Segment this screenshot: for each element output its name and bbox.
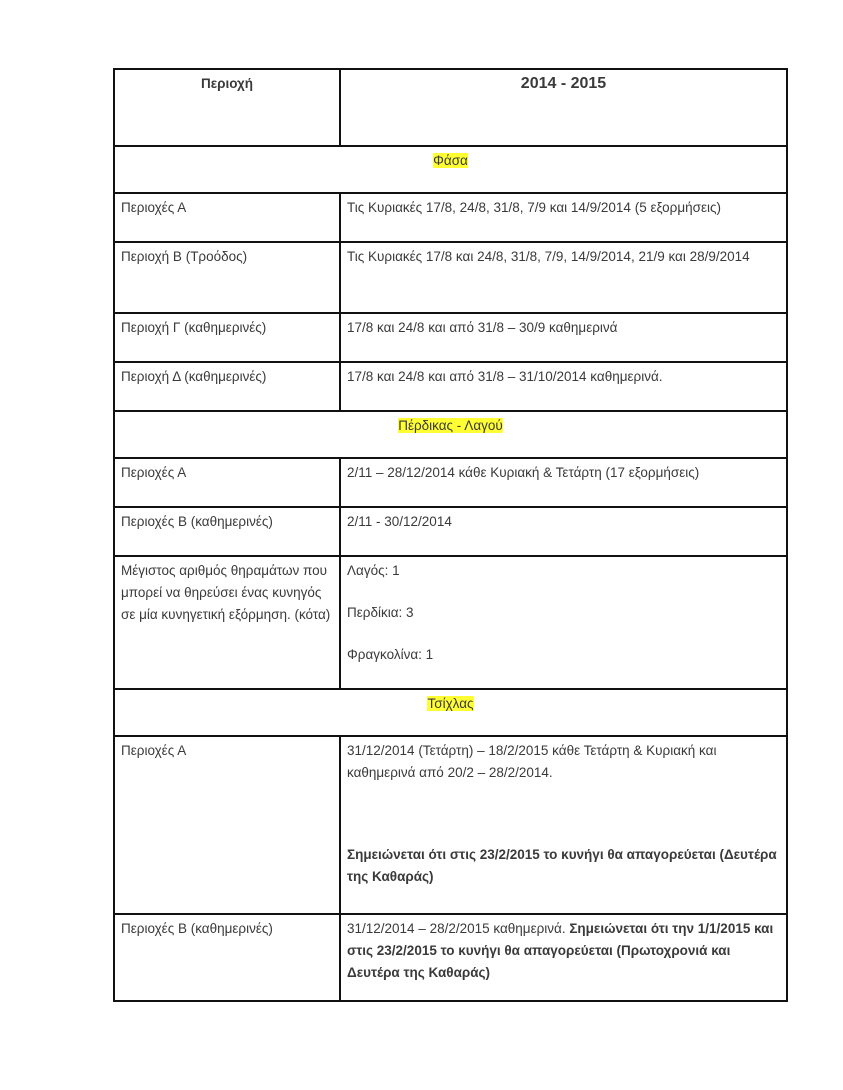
area-cell: Περιοχές Α — [114, 736, 340, 914]
hunting-schedule-table — [113, 68, 788, 1002]
bag-limit-partridge: Περδίκια: 3 — [347, 605, 414, 620]
header-season: 2014 - 2015 — [340, 69, 787, 146]
table-row — [114, 736, 787, 914]
period-text: 31/12/2014 (Τετάρτη) – 18/2/2015 κάθε Τετάρτη & Κυριακή και καθημερινά από 20/2 – 28/2/2014. — [347, 743, 717, 780]
section-title-fasa: Φάσα — [433, 153, 468, 168]
period-cell — [340, 736, 787, 914]
table-row — [114, 556, 787, 689]
area-cell: Περιοχές Α — [114, 193, 340, 242]
period-note: Σημειώνεται ότι στις 23/2/2015 το κυνήγι θα απαγορεύεται (Δευτέρα της Καθαράς) — [347, 847, 777, 884]
period-cell: Τις Κυριακές 17/8 και 24/8, 31/8, 7/9, 14/9/2014, 21/9 και 28/9/2014 — [340, 242, 787, 313]
period-text: 31/12/2014 – 28/2/2015 καθημερινά. — [347, 921, 570, 936]
period-note: Σημειώνεται ότι την 1/1/2015 και στις 23/2/2015 το κυνήγι θα απαγορεύεται (Πρωτοχρονιά και Δευτέρα της Καθαράς) — [347, 921, 774, 980]
bag-limit-francolin: Φραγκολίνα: 1 — [347, 647, 434, 662]
period-cell: 17/8 και 24/8 και από 31/8 – 31/10/2014 καθημερινά. — [340, 362, 787, 411]
table-row — [114, 362, 787, 411]
area-cell: Περιοχές Α — [114, 458, 340, 507]
period-cell: 2/11 - 30/12/2014 — [340, 507, 787, 556]
area-cell: Περιοχή Γ (καθημερινές) — [114, 313, 340, 362]
table-row — [114, 193, 787, 242]
area-cell: Περιοχή Β (Τροόδος) — [114, 242, 340, 313]
section-row-fasa — [114, 146, 787, 193]
area-cell: Περιοχή Δ (καθημερινές) — [114, 362, 340, 411]
period-cell — [340, 914, 787, 1001]
area-cell: Μέγιστος αριθμός θηραμάτων που μπορεί να θηρεύσει ένας κυνηγός σε μία κυνηγετική εξόρμηση. (κότα) — [114, 556, 340, 689]
table-row — [114, 914, 787, 1001]
bag-limit-hare: Λαγός: 1 — [347, 563, 400, 578]
table-header-row — [114, 69, 787, 146]
header-area: Περιοχή — [114, 69, 340, 146]
section-row-tsichlas — [114, 689, 787, 736]
area-cell: Περιοχές Β (καθημερινές) — [114, 914, 340, 1001]
table-row — [114, 242, 787, 313]
period-cell: Τις Κυριακές 17/8, 24/8, 31/8, 7/9 και 14/9/2014 (5 εξορμήσεις) — [340, 193, 787, 242]
section-row-perdika-lagou — [114, 411, 787, 458]
period-cell: 2/11 – 28/12/2014 κάθε Κυριακή & Τετάρτη (17 εξορμήσεις) — [340, 458, 787, 507]
bag-limit-cell — [340, 556, 787, 689]
section-title-tsichlas: Τσίχλας — [427, 696, 474, 711]
period-cell: 17/8 και 24/8 και από 31/8 – 30/9 καθημερινά — [340, 313, 787, 362]
table-row — [114, 313, 787, 362]
section-title-perdika-lagou: Πέρδικας - Λαγού — [398, 418, 503, 433]
table-row — [114, 458, 787, 507]
table-row — [114, 507, 787, 556]
area-cell: Περιοχές Β (καθημερινές) — [114, 507, 340, 556]
